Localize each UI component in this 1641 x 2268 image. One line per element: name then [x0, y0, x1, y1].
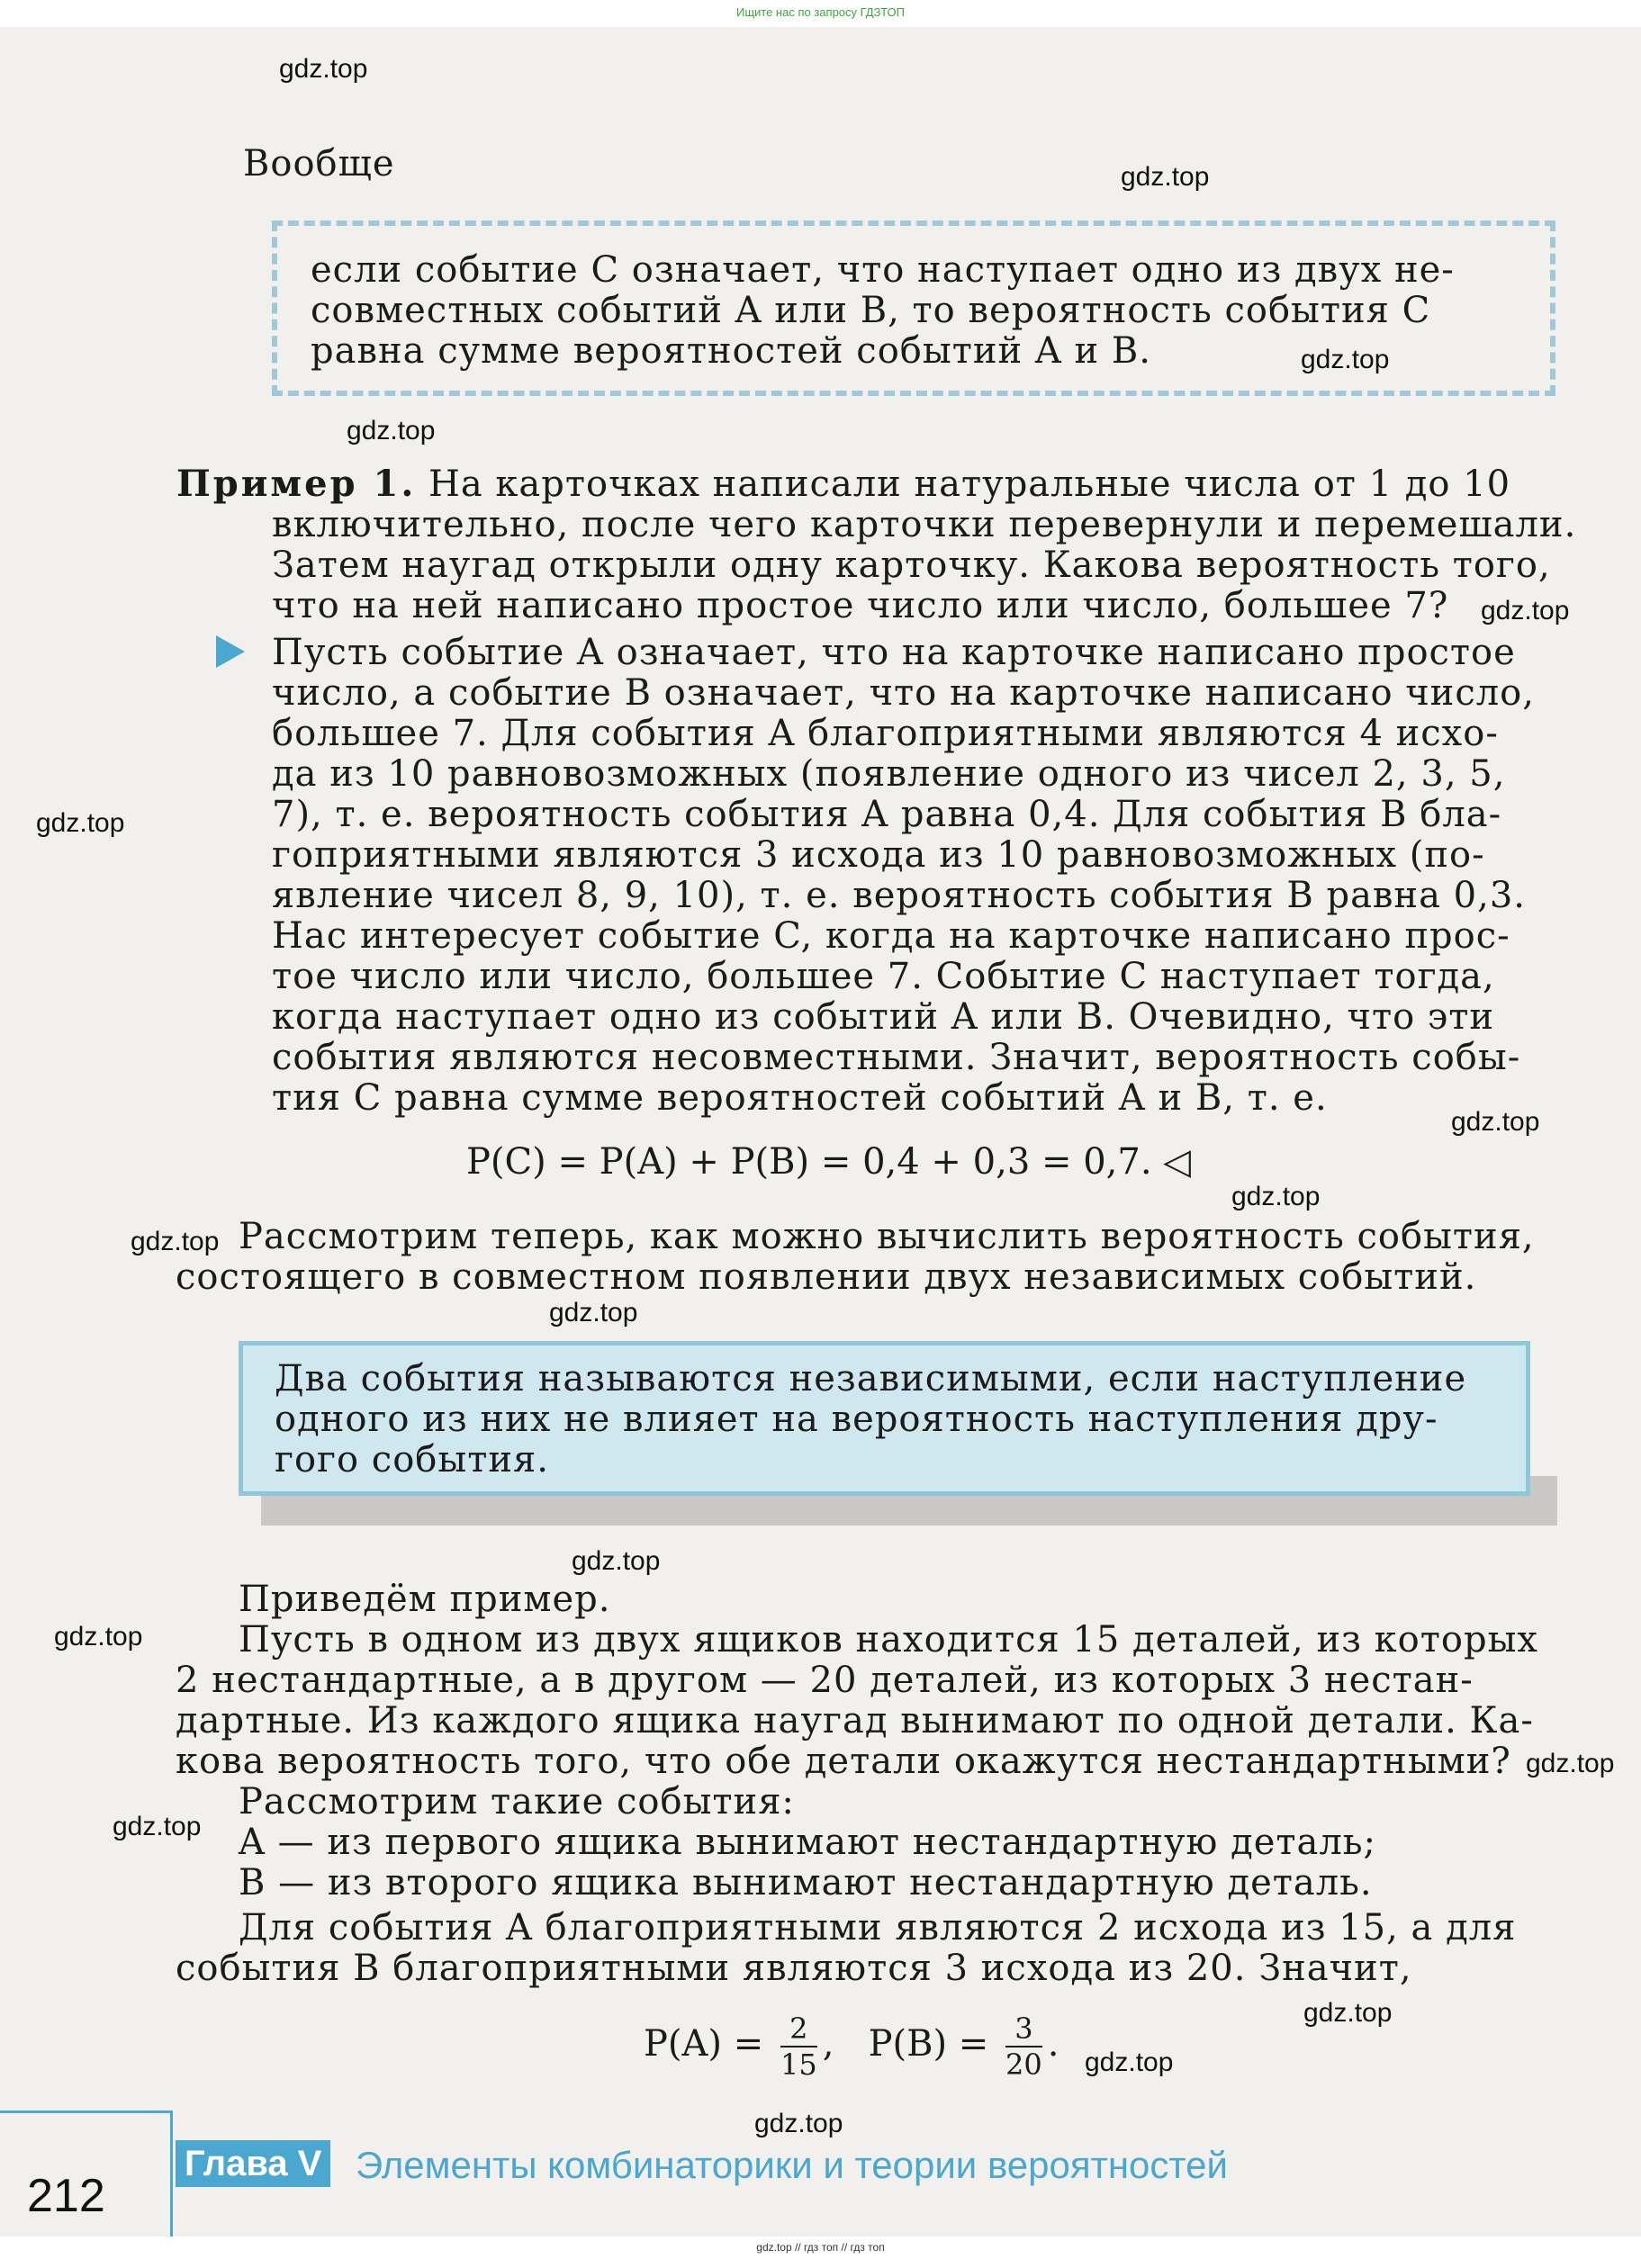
watermark: gdz.top	[131, 1227, 220, 1256]
example2-line: Пусть в одном из двух ящиков находится 15 деталей, из которых	[239, 1619, 1538, 1660]
example-formula: P(C) = P(A) + P(B) = 0,4 + 0,3 = 0,7. ◁	[466, 1141, 1192, 1183]
watermark: gdz.top	[549, 1298, 638, 1328]
example2-after	[176, 1908, 1516, 1989]
example2-formula	[644, 2012, 1059, 2082]
watermark: gdz.top	[347, 416, 436, 446]
question-line: включительно, после чего карточки перевернули и перемешали.	[272, 504, 1577, 545]
example2-text	[176, 1620, 1538, 1822]
solution-line: тия C равна сумме вероятностей событий A и B, т. е.	[272, 1077, 1328, 1119]
fraction-pb	[1005, 2012, 1042, 2082]
example2-line: 2 нестандартные, а в другом — 20 деталей, из которых 3 нестан-	[176, 1660, 1474, 1701]
definition-text	[275, 1359, 1466, 1480]
top-banner[interactable]: Ищите нас по запросу ГДЗТОП	[735, 5, 905, 19]
solution-line: 7), т. е. вероятность события A равна 0,4. Для события B бла-	[272, 794, 1502, 835]
after-line: Для события A благоприятными являются 2 исхода из 15, а для	[239, 1907, 1517, 1948]
formula-end: .	[1047, 2023, 1059, 2065]
chapter-label: Глава V	[176, 2140, 330, 2187]
rule-line: совместных событий A или B, то вероятность события C	[311, 290, 1431, 331]
rule-line: равна сумме вероятностей событий A и B.	[311, 330, 1151, 372]
question-line: На карточках написали натуральные числа от 1 до 10	[428, 464, 1511, 505]
example2-line: дартные. Из каждого ящика наугад вынимают по одной детали. Ка-	[176, 1700, 1534, 1742]
solution-start-icon	[216, 635, 245, 668]
formula-pa: P(A) =	[644, 2023, 764, 2065]
solution-line: большее 7. Для события A благоприятными являются 4 исхо-	[272, 713, 1499, 754]
solution-line: гоприятными являются 3 исхода из 10 равновозможных (по-	[272, 834, 1485, 876]
independent-paragraph	[239, 1217, 1535, 1257]
example-question	[176, 464, 1576, 626]
example-solution	[272, 633, 1535, 1119]
watermark: gdz.top	[279, 54, 368, 84]
fraction-denominator: 15	[780, 2048, 817, 2082]
rule-box-text	[311, 250, 1455, 372]
after-line: события B благоприятными являются 3 исхода из 20. Значит,	[176, 1948, 1412, 1989]
question-line: что на ней написано простое число или число, большее 7?	[272, 585, 1449, 626]
example2-line: Рассмотрим такие события:	[239, 1781, 795, 1822]
watermark: gdz.top	[1526, 1749, 1615, 1778]
watermark: gdz.top	[54, 1622, 143, 1652]
definition-line: одного из них не влияет на вероятность наступления дру-	[275, 1399, 1438, 1440]
example2-intro: Приведём пример.	[239, 1579, 611, 1620]
watermark: gdz.top	[113, 1812, 202, 1841]
definition-line: гого события.	[275, 1439, 549, 1480]
formula-separator: ,	[822, 2023, 834, 2065]
watermark: gdz.top	[1303, 1998, 1393, 2028]
watermark: gdz.top	[1451, 1107, 1540, 1137]
solution-line: Нас интересует событие C, когда на карточке написано прос-	[272, 915, 1510, 957]
independent-paragraph-2	[176, 1257, 1476, 1298]
watermark: gdz.top	[1121, 162, 1210, 192]
page-number: 212	[27, 2170, 105, 2222]
rule-line: если событие C означает, что наступает одно из двух не-	[311, 249, 1455, 291]
question-line: Затем наугад открыли одну карточку. Какова вероятность того,	[272, 544, 1551, 586]
paragraph-line: Рассмотрим теперь, как можно вычислить вероятность события,	[239, 1216, 1535, 1257]
watermark: gdz.top	[1231, 1182, 1321, 1211]
example2-line: кова вероятность того, что обе детали окажутся нестандартными?	[176, 1741, 1511, 1782]
solution-line: события являются несовместными. Значит, вероятность собы-	[272, 1037, 1521, 1078]
fraction-numerator: 3	[1005, 2012, 1042, 2048]
watermark: gdz.top	[36, 808, 125, 838]
solution-line: явление чисел 8, 9, 10), т. е. вероятность события B равна 0,3.	[272, 875, 1526, 916]
solution-line: тое число или число, большее 7. Событие C наступает тогда,	[272, 956, 1495, 997]
solution-line: да из 10 равновозможных (появление одного из чисел 2, 3, 5,	[272, 753, 1506, 795]
fraction-pa	[780, 2012, 817, 2082]
fraction-denominator: 20	[1005, 2048, 1042, 2082]
watermark: gdz.top	[1481, 596, 1570, 626]
watermark: gdz.top	[754, 2109, 843, 2138]
watermark: gdz.top	[572, 1546, 661, 1576]
fraction-numerator: 2	[780, 2012, 817, 2048]
bottom-banner[interactable]: gdz.top // гдз топ // гдз топ	[756, 2241, 885, 2254]
event-line: A — из первого ящика вынимают нестандартную деталь;	[239, 1822, 1377, 1863]
example2-events	[239, 1822, 1376, 1904]
watermark: gdz.top	[1085, 2048, 1174, 2077]
watermark: gdz.top	[1301, 345, 1390, 374]
definition-line: Два события называются независимыми, если наступление	[275, 1358, 1467, 1400]
event-line: B — из второго ящика вынимают нестандартную деталь.	[239, 1862, 1373, 1904]
solution-line: когда наступает одно из событий A или B. Очевидно, что эти	[272, 996, 1495, 1038]
solution-line: число, а событие B означает, что на карточке написано число,	[272, 672, 1535, 714]
formula-pb: P(B) =	[868, 2023, 989, 2065]
example-label: Пример 1.	[176, 463, 417, 505]
paragraph-line: состоящего в совместном появлении двух независимых событий.	[176, 1256, 1477, 1298]
solution-line: Пусть событие A означает, что на карточке написано простое	[272, 632, 1516, 673]
chapter-title: Элементы комбинаторики и теории вероятностей	[356, 2144, 1228, 2186]
intro-word: Вообще	[243, 143, 395, 184]
